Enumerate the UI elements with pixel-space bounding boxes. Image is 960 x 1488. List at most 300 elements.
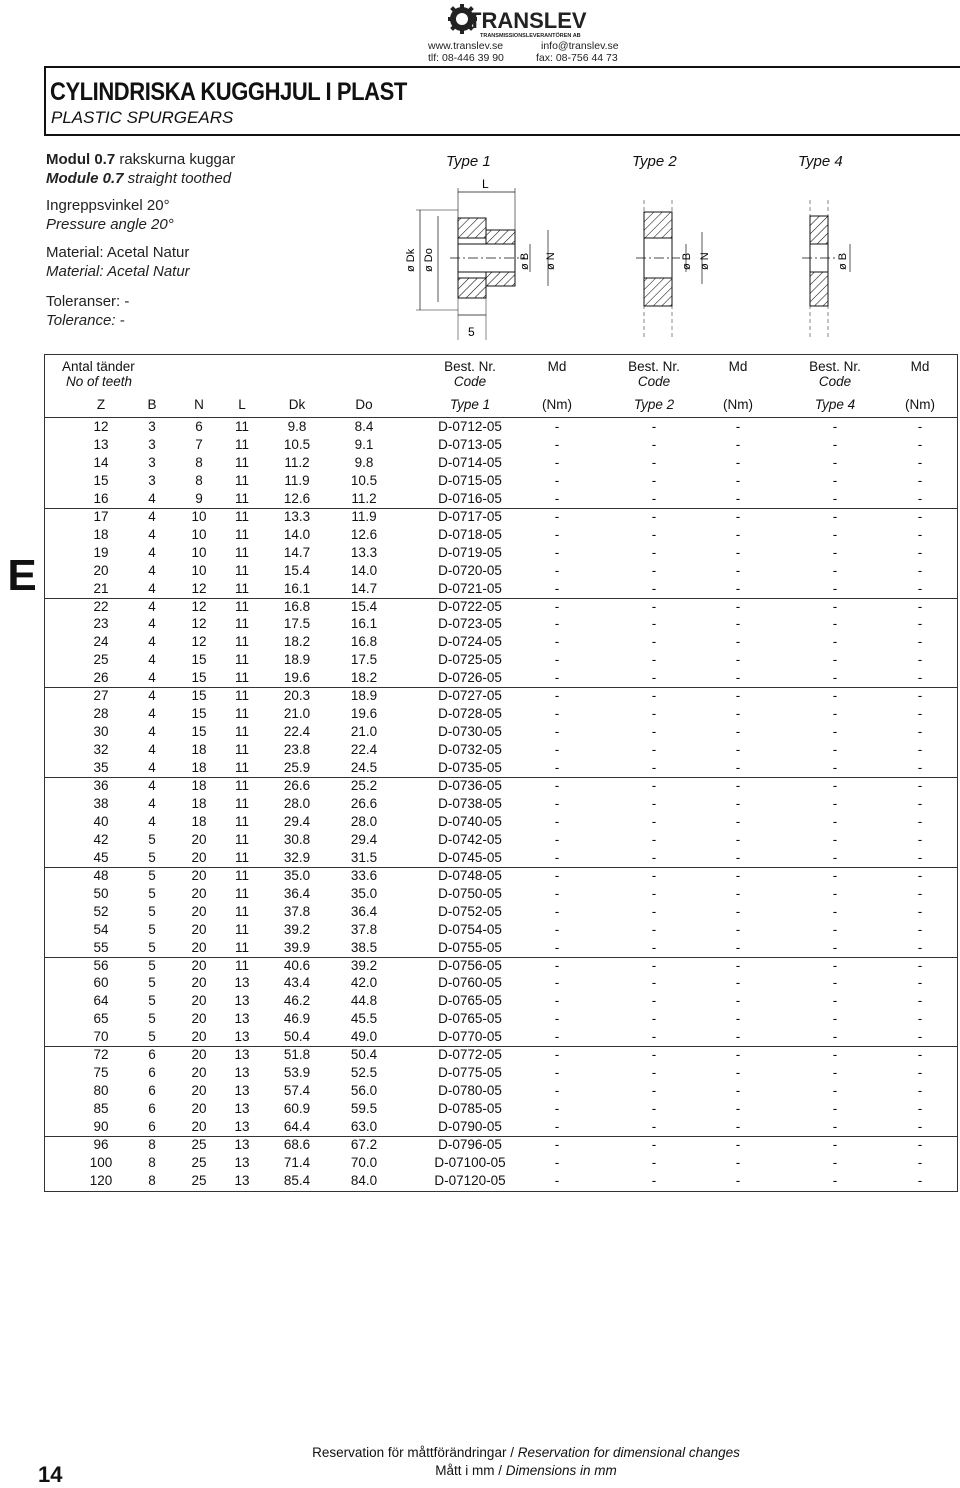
table-cell: D-0732-05 xyxy=(438,742,502,758)
table-cell: 4 xyxy=(148,508,156,524)
table-cell: - xyxy=(554,795,560,811)
translev-logo xyxy=(448,4,600,40)
table-cell: 36.4 xyxy=(283,885,311,901)
table-cell: - xyxy=(917,598,923,614)
table-row xyxy=(44,436,958,454)
table-cell: - xyxy=(554,1101,560,1117)
table-cell: 20 xyxy=(191,957,207,973)
table-cell: 39.2 xyxy=(350,957,378,973)
table-cell: 96 xyxy=(93,1137,109,1152)
table-cell: D-0725-05 xyxy=(438,652,502,668)
table-cell: - xyxy=(832,1047,838,1063)
table-cell: 5 xyxy=(148,1011,156,1027)
table-cell: D-0740-05 xyxy=(438,813,502,829)
table-cell: 40 xyxy=(93,813,109,829)
table-cell: - xyxy=(554,580,560,596)
table-cell: 4 xyxy=(148,706,156,722)
table-row xyxy=(44,957,958,975)
table-cell: - xyxy=(832,490,838,506)
table-cell: - xyxy=(832,1101,838,1117)
table-cell: 39.2 xyxy=(283,921,311,937)
table-cell: - xyxy=(735,652,741,668)
table-cell: - xyxy=(735,1119,741,1135)
table-cell: - xyxy=(651,1083,657,1099)
table-cell: - xyxy=(554,903,560,919)
table-cell: - xyxy=(917,688,923,704)
md-3: Md xyxy=(910,359,930,374)
module-sv-value: Modul 0.7 xyxy=(46,151,116,168)
table-cell: 18 xyxy=(191,778,207,793)
table-cell: 11 xyxy=(234,778,249,793)
table-row xyxy=(44,562,958,580)
table-cell: 4 xyxy=(148,652,156,668)
table-row xyxy=(44,526,958,544)
table-cell: 24 xyxy=(93,634,109,650)
table-cell: 6 xyxy=(148,1101,156,1117)
table-cell: - xyxy=(651,1119,657,1135)
table-cell: 11 xyxy=(234,903,249,919)
table-row xyxy=(44,454,958,472)
module-sv-text: rakskurna kuggar xyxy=(115,151,236,168)
col-header-3: L xyxy=(238,397,246,412)
table-cell: D-0736-05 xyxy=(438,778,502,793)
material-sv: Material: Acetal Natur xyxy=(46,244,190,261)
table-cell: 25.2 xyxy=(350,778,378,793)
table-row xyxy=(44,490,958,508)
table-cell: 15 xyxy=(191,670,207,686)
table-cell: D-0735-05 xyxy=(438,760,502,776)
best-nr-2: Best. Nr. xyxy=(628,359,680,374)
table-row xyxy=(44,723,958,741)
table-cell: - xyxy=(832,1119,838,1135)
table-row xyxy=(44,687,958,705)
code-2: Code xyxy=(637,374,671,389)
table-cell: 13 xyxy=(234,1047,250,1063)
table-cell: - xyxy=(554,831,560,847)
table-row xyxy=(44,651,958,669)
table-cell: 16.8 xyxy=(350,634,378,650)
table-cell: 13 xyxy=(234,1154,250,1170)
table-cell: 6 xyxy=(148,1119,156,1135)
footer-reservation-sv: Reservation för måttförändringar xyxy=(312,1445,507,1460)
table-cell: - xyxy=(832,742,838,758)
table-cell: D-0715-05 xyxy=(438,472,502,488)
table-cell: D-0775-05 xyxy=(438,1065,502,1081)
table-cell: - xyxy=(917,1029,923,1045)
table-cell: 11 xyxy=(234,508,249,524)
table-cell: - xyxy=(735,1029,741,1045)
table-cell: - xyxy=(735,490,741,506)
table-cell: - xyxy=(651,921,657,937)
table-cell: 8 xyxy=(195,454,203,470)
table-cell: 11 xyxy=(234,813,249,829)
table-cell: - xyxy=(651,742,657,758)
table-cell: - xyxy=(917,634,923,650)
table-cell: - xyxy=(554,419,560,434)
table-cell: D-0765-05 xyxy=(438,1011,502,1027)
table-row xyxy=(44,615,958,633)
contact-tel: tlf: 08-446 39 90 xyxy=(428,52,504,64)
table-cell: 13 xyxy=(234,1172,250,1188)
md-1: Md xyxy=(547,359,567,374)
table-cell: - xyxy=(832,598,838,614)
table-cell: D-0728-05 xyxy=(438,706,502,722)
table-cell: - xyxy=(554,598,560,614)
table-cell: - xyxy=(917,957,923,973)
table-cell: - xyxy=(917,831,923,847)
table-cell: 10.5 xyxy=(350,472,378,488)
table-cell: - xyxy=(917,580,923,596)
table-cell: - xyxy=(832,778,838,793)
table-cell: 35.0 xyxy=(283,867,311,883)
table-cell: D-0721-05 xyxy=(438,580,502,596)
table-cell: 5 xyxy=(148,831,156,847)
table-cell: - xyxy=(651,580,657,596)
table-cell: - xyxy=(917,724,923,740)
table-cell: 22.4 xyxy=(283,724,311,740)
table-cell: 72 xyxy=(93,1047,109,1063)
table-cell: - xyxy=(651,472,657,488)
table-cell: - xyxy=(832,688,838,704)
table-cell: - xyxy=(735,1065,741,1081)
table-cell: 4 xyxy=(148,544,156,560)
table-cell: 33.6 xyxy=(350,867,378,883)
table-cell: D-0752-05 xyxy=(438,903,502,919)
table-cell: - xyxy=(735,526,741,542)
table-cell: 45 xyxy=(93,849,109,865)
table-cell: 11 xyxy=(234,688,249,704)
spec-pressure xyxy=(46,196,174,234)
dim-B-label: ø B xyxy=(519,252,531,270)
table-cell: - xyxy=(832,652,838,668)
table-cell: 4 xyxy=(148,795,156,811)
table-cell: 18 xyxy=(93,526,109,542)
table-row xyxy=(44,992,958,1010)
table-cell: - xyxy=(554,885,560,901)
table-cell: - xyxy=(735,544,741,560)
table-cell: - xyxy=(917,652,923,668)
table-cell: 50 xyxy=(93,885,109,901)
table-cell: 26.6 xyxy=(283,778,311,793)
table-cell: 64 xyxy=(93,993,109,1009)
best-nr-1: Best. Nr. xyxy=(444,359,496,374)
col-header-4: Dk xyxy=(288,397,306,412)
table-cell: - xyxy=(651,1047,657,1063)
table-cell: D-0745-05 xyxy=(438,849,502,865)
col-header-1: B xyxy=(147,397,157,412)
table-cell: - xyxy=(735,778,741,793)
table-cell: - xyxy=(735,634,741,650)
table-row xyxy=(44,885,958,903)
table-cell: - xyxy=(651,724,657,740)
material-en: Material: Acetal Natur xyxy=(46,263,190,280)
table-cell: 19.6 xyxy=(283,670,311,686)
table-cell: 65 xyxy=(93,1011,109,1027)
table-row xyxy=(44,580,958,598)
table-cell: - xyxy=(651,508,657,524)
table-cell: - xyxy=(735,472,741,488)
table-cell: D-0796-05 xyxy=(438,1137,502,1152)
table-cell: 20.3 xyxy=(283,688,311,704)
table-cell: 17.5 xyxy=(350,652,378,668)
table-row xyxy=(44,472,958,490)
table-cell: 43.4 xyxy=(283,975,311,991)
table-cell: 5 xyxy=(148,975,156,991)
table-cell: - xyxy=(917,706,923,722)
table-cell: 11 xyxy=(234,526,249,542)
table-cell: - xyxy=(651,1011,657,1027)
table-cell: - xyxy=(917,419,923,434)
table-cell: - xyxy=(917,508,923,524)
table-cell: - xyxy=(735,957,741,973)
table-cell: 52.5 xyxy=(350,1065,378,1081)
table-cell: - xyxy=(735,831,741,847)
table-cell: 100 xyxy=(89,1154,113,1170)
table-cell: 11 xyxy=(234,921,249,937)
table-row xyxy=(44,705,958,723)
table-cell: - xyxy=(554,1172,560,1188)
table-cell: - xyxy=(735,975,741,991)
table-cell: - xyxy=(917,1137,923,1152)
table-cell: 11 xyxy=(234,670,249,686)
table-cell: - xyxy=(832,1154,838,1170)
table-row xyxy=(44,921,958,939)
table-cell: - xyxy=(651,813,657,829)
table-cell: 22.4 xyxy=(350,742,378,758)
table-cell: 15 xyxy=(191,724,207,740)
table-cell: 80 xyxy=(93,1083,109,1099)
table-cell: - xyxy=(917,526,923,542)
table-row xyxy=(44,669,958,687)
table-cell: 11.2 xyxy=(351,490,377,506)
table-cell: D-0726-05 xyxy=(438,670,502,686)
table-cell: - xyxy=(832,526,838,542)
table-cell: - xyxy=(917,1101,923,1117)
table-cell: - xyxy=(735,921,741,937)
table-cell: - xyxy=(832,634,838,650)
type2-drawing xyxy=(636,200,711,340)
table-cell: 26.6 xyxy=(350,795,378,811)
table-cell: - xyxy=(735,688,741,704)
table-row xyxy=(44,1154,958,1172)
table-cell: - xyxy=(554,921,560,937)
table-cell: - xyxy=(917,1154,923,1170)
table-cell: 54 xyxy=(93,921,109,937)
table-cell: 13 xyxy=(234,1011,250,1027)
table-cell: - xyxy=(917,436,923,452)
table-cell: 20 xyxy=(191,903,207,919)
table-cell: - xyxy=(917,795,923,811)
table-cell: 4 xyxy=(148,742,156,758)
table-cell: - xyxy=(735,508,741,524)
table-cell: D-07100-05 xyxy=(434,1154,506,1170)
table-cell: 75 xyxy=(93,1065,109,1081)
table-row xyxy=(44,508,958,526)
table-cell: - xyxy=(651,688,657,704)
table-cell: - xyxy=(651,526,657,542)
table-cell: 4 xyxy=(148,526,156,542)
table-cell: D-0748-05 xyxy=(438,867,502,883)
table-cell: 56.0 xyxy=(350,1083,378,1099)
table-cell: - xyxy=(651,1065,657,1081)
table-cell: 25 xyxy=(93,652,109,668)
table-cell: D-0738-05 xyxy=(438,795,502,811)
table-cell: - xyxy=(554,1137,560,1152)
table-cell: 20 xyxy=(191,921,207,937)
table-cell: D-0719-05 xyxy=(438,544,502,560)
table-cell: - xyxy=(917,867,923,883)
table-cell: 10 xyxy=(191,544,207,560)
table-cell: 17 xyxy=(93,508,109,524)
table-cell: 85 xyxy=(93,1101,109,1117)
table-cell: 4 xyxy=(148,760,156,776)
col-header-6: Type 1 xyxy=(449,397,491,412)
type4-drawing xyxy=(802,200,850,340)
table-cell: - xyxy=(651,544,657,560)
table-cell: 37.8 xyxy=(350,921,378,937)
table-cell: 13.3 xyxy=(283,508,311,524)
footer-sep-2: / xyxy=(498,1463,502,1478)
table-cell: - xyxy=(735,1101,741,1117)
table-cell: - xyxy=(651,903,657,919)
table-cell: - xyxy=(832,580,838,596)
type1-label: Type 1 xyxy=(446,153,491,170)
table-cell: 11 xyxy=(234,616,249,632)
table-cell: 38 xyxy=(93,795,109,811)
table-cell: - xyxy=(735,706,741,722)
table-cell: 46.2 xyxy=(283,993,311,1009)
table-cell: - xyxy=(554,544,560,560)
table-cell: 12 xyxy=(191,598,207,614)
table-cell: 20 xyxy=(191,939,207,955)
table-cell: 5 xyxy=(148,939,156,955)
table-cell: 12.6 xyxy=(283,490,311,506)
dim-B-label-2: ø B xyxy=(681,252,693,270)
table-row xyxy=(44,1010,958,1028)
table-cell: D-0722-05 xyxy=(438,598,502,614)
table-cell: 3 xyxy=(148,419,156,434)
table-cell: 18.2 xyxy=(350,670,378,686)
table-cell: 5 xyxy=(148,849,156,865)
table-cell: - xyxy=(832,419,838,434)
table-cell: - xyxy=(917,849,923,865)
dim-L-label: L xyxy=(482,177,489,191)
table-cell: 36 xyxy=(93,778,109,793)
dim-B-label-4: ø B xyxy=(837,252,849,270)
footer-line2 xyxy=(226,1463,826,1478)
contact-email[interactable]: info@translev.se xyxy=(541,40,619,52)
table-cell: - xyxy=(651,670,657,686)
table-cell: 11 xyxy=(234,724,249,740)
table-cell: 11 xyxy=(234,885,249,901)
table-cell: 85.4 xyxy=(283,1172,311,1188)
table-cell: - xyxy=(832,903,838,919)
table-cell: 17.5 xyxy=(283,616,311,632)
table-cell: 8 xyxy=(148,1172,156,1188)
contact-web[interactable]: www.translev.se xyxy=(428,40,504,52)
table-cell: 25.9 xyxy=(283,760,311,776)
tolerance-sv: Toleranser: - xyxy=(46,293,130,310)
table-cell: - xyxy=(735,1154,741,1170)
table-cell: - xyxy=(735,670,741,686)
table-cell: 20 xyxy=(191,1083,207,1099)
table-cell: 19.6 xyxy=(350,706,378,722)
table-cell: - xyxy=(651,993,657,1009)
table-cell: 84.0 xyxy=(350,1172,378,1188)
table-cell: - xyxy=(917,813,923,829)
table-cell: - xyxy=(917,975,923,991)
table-cell: 90 xyxy=(93,1119,109,1135)
table-row xyxy=(44,1100,958,1118)
table-cell: - xyxy=(735,993,741,1009)
table-row xyxy=(44,418,958,436)
table-cell: - xyxy=(554,454,560,470)
type4-label: Type 4 xyxy=(798,153,843,170)
table-cell: - xyxy=(917,1083,923,1099)
tolerance-en: Tolerance: - xyxy=(46,312,125,329)
table-cell: - xyxy=(832,454,838,470)
table-cell: 42.0 xyxy=(350,975,378,991)
table-cell: - xyxy=(651,616,657,632)
table-cell: - xyxy=(917,939,923,955)
table-cell: 9.1 xyxy=(354,436,374,452)
table-cell: - xyxy=(554,993,560,1009)
table-cell: 31.5 xyxy=(350,849,378,865)
table-cell: 15 xyxy=(191,706,207,722)
table-cell: 11 xyxy=(234,544,249,560)
footer-dims-en: Dimensions in mm xyxy=(505,1463,617,1478)
type1-drawing xyxy=(405,177,557,340)
table-cell: 120 xyxy=(89,1172,113,1188)
table-cell: - xyxy=(554,1119,560,1135)
table-cell: - xyxy=(554,1065,560,1081)
table-cell: 20 xyxy=(191,867,207,883)
table-cell: 10 xyxy=(191,562,207,578)
table-cell: 11 xyxy=(234,652,249,668)
table-cell: D-0756-05 xyxy=(438,957,502,973)
table-cell: - xyxy=(735,598,741,614)
table-cell: - xyxy=(554,634,560,650)
table-cell: 4 xyxy=(148,688,156,704)
table-cell: - xyxy=(735,1172,741,1188)
table-cell: 30.8 xyxy=(283,831,311,847)
table-cell: - xyxy=(735,760,741,776)
table-cell: 15 xyxy=(191,688,207,704)
table-row xyxy=(44,777,958,795)
col-header-9: (Nm) xyxy=(723,397,753,412)
table-cell: - xyxy=(917,778,923,793)
page-subtitle: PLASTIC SPURGEARS xyxy=(51,108,234,127)
table-row xyxy=(44,741,958,759)
table-cell: - xyxy=(917,993,923,1009)
table-cell: - xyxy=(651,795,657,811)
table-cell: 6 xyxy=(148,1047,156,1063)
table-cell: D-0780-05 xyxy=(438,1083,502,1099)
table-cell: 9.8 xyxy=(287,419,307,434)
col-header-10: Type 4 xyxy=(814,397,856,412)
table-cell: 11.9 xyxy=(284,472,310,488)
table-cell: 50.4 xyxy=(350,1047,378,1063)
table-cell: 28.0 xyxy=(283,795,311,811)
table-cell: 12 xyxy=(191,616,207,632)
table-row xyxy=(44,1028,958,1046)
table-cell: - xyxy=(917,616,923,632)
spec-material xyxy=(46,243,190,281)
table-cell: - xyxy=(735,436,741,452)
table-cell: - xyxy=(832,1172,838,1188)
table-cell: - xyxy=(554,849,560,865)
table-cell: 18 xyxy=(191,742,207,758)
